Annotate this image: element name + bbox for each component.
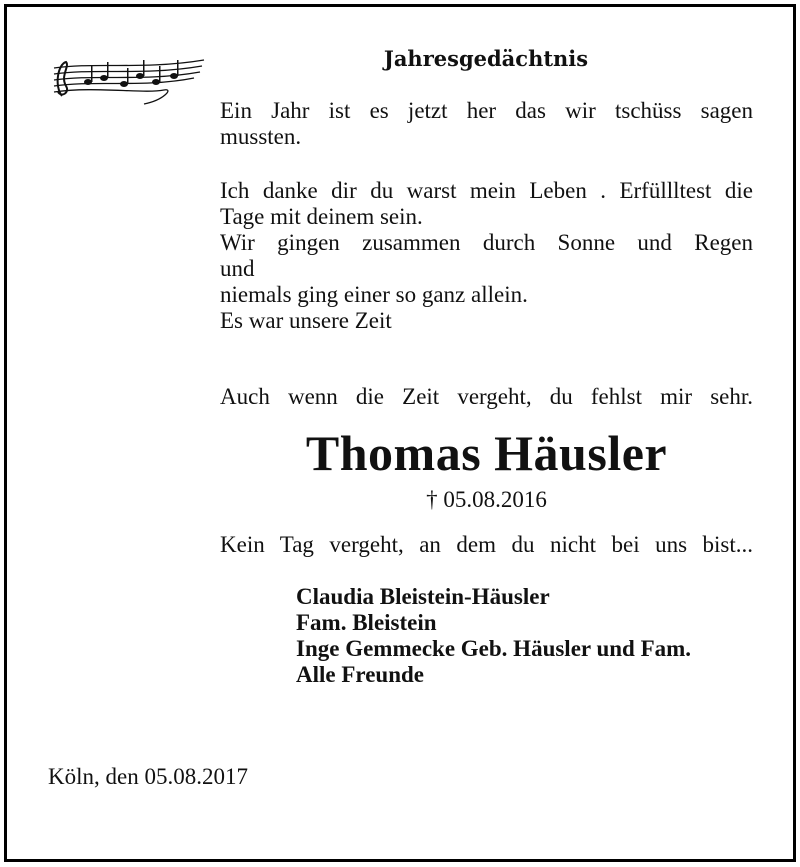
verse-second (220, 178, 753, 334)
verse-line: und (220, 256, 255, 281)
notice-heading: Jahresgedächtnis (383, 46, 589, 71)
signer-name: Inge Gemmecke Geb. Häusler und Fam. (296, 636, 692, 661)
signer-name: Claudia Bleistein-Häusler (296, 584, 550, 609)
verse-line: Es war unsere Zeit (220, 308, 392, 333)
signer-name: Alle Freunde (296, 662, 424, 687)
signer-name: Fam. Bleistein (296, 610, 437, 635)
verse-line: Ein Jahr ist es jetzt her das wir tschüss sagen (220, 98, 753, 123)
death-date: † 05.08.2016 (426, 487, 547, 512)
verse-line: Ich danke dir du warst mein Leben . Erfüllltest die (220, 178, 753, 203)
place-date: Köln, den 05.08.2017 (48, 764, 248, 789)
verse-first (220, 98, 753, 150)
verse-line: Tage mit deinem sein. (220, 204, 423, 229)
verse-line: Wir gingen zusammen durch Sonne und Regen (220, 230, 753, 255)
deceased-name: Thomas Häusler (305, 425, 668, 481)
music-notes-icon (44, 56, 210, 106)
closing-line: Kein Tag vergeht, an dem du nicht bei uns bist... (220, 532, 753, 557)
signers-list (296, 584, 691, 688)
verse-line: mussten. (220, 124, 302, 149)
verse-line: niemals ging einer so ganz allein. (220, 282, 528, 307)
memorial-quote: Auch wenn die Zeit vergeht, du fehlst mir sehr. (220, 384, 753, 409)
